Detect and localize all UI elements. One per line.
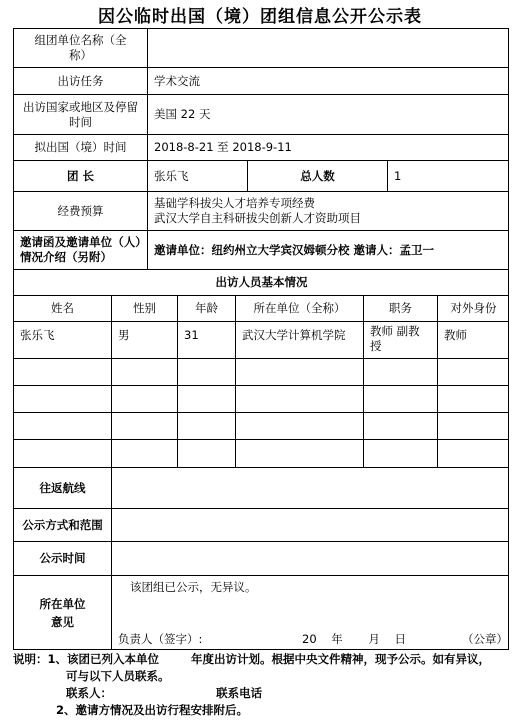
opinion-text: 该团组已公示，无异议。 bbox=[130, 580, 257, 594]
sign-date: 20 年 月 日 bbox=[302, 632, 406, 646]
total-label: 总人数 bbox=[248, 161, 388, 192]
seal-label: （公章） bbox=[462, 632, 508, 646]
member-age: 31 bbox=[178, 322, 236, 359]
members-header-age: 年龄 bbox=[178, 296, 236, 322]
invite-value: 邀请单位：纽约州立大学宾汉姆顿分校 邀请人：孟卫一 bbox=[148, 231, 509, 270]
publicity-value bbox=[112, 509, 509, 542]
empty-cell bbox=[438, 386, 509, 413]
empty-cell bbox=[236, 359, 364, 386]
publicity-time-value bbox=[112, 542, 509, 576]
empty-cell bbox=[14, 413, 112, 440]
empty-cell bbox=[364, 440, 438, 468]
members-header-position: 职务 bbox=[364, 296, 438, 322]
org-label-text: 组团单位名称（全称） bbox=[34, 33, 127, 62]
sign-label: 负责人（签字）: bbox=[118, 632, 203, 646]
country-label-text: 出访国家或地区及停留时间 bbox=[23, 99, 138, 129]
disclosure-form-table bbox=[13, 28, 509, 650]
empty-cell bbox=[364, 386, 438, 413]
member-gender: 男 bbox=[112, 322, 178, 359]
members-header-gender: 性别 bbox=[112, 296, 178, 322]
opinion-label-text: 所在单位意见 bbox=[39, 597, 86, 629]
note-line-4: 2、邀请方情况及出访行程安排附后。 bbox=[56, 703, 248, 717]
member-unit: 武汉大学计算机学院 bbox=[236, 322, 364, 359]
publicity-label: 公示方式和范围 bbox=[14, 509, 112, 542]
route-value bbox=[112, 468, 509, 509]
task-value: 学术交流 bbox=[148, 68, 509, 95]
opinion-area bbox=[112, 576, 509, 650]
org-value bbox=[148, 29, 509, 68]
date-label: 拟出国（境）时间 bbox=[14, 135, 148, 161]
country-value: 美国 22 天 bbox=[148, 95, 509, 135]
budget-line-2: 武汉大学自主科研拔尖创新人才资助项目 bbox=[154, 211, 361, 225]
empty-cell bbox=[364, 413, 438, 440]
section-title: 出访人员基本情况 bbox=[14, 270, 509, 296]
empty-cell bbox=[14, 386, 112, 413]
publicity-time-label: 公示时间 bbox=[14, 542, 112, 576]
opinion-label bbox=[14, 576, 112, 650]
empty-cell bbox=[236, 386, 364, 413]
org-label bbox=[14, 29, 148, 68]
empty-cell bbox=[14, 359, 112, 386]
budget-value bbox=[148, 192, 509, 231]
note-line-1: 说明：1、该团已列入本单位 年度出访计划。根据中央文件精神，现予公示。如有异议， bbox=[13, 652, 491, 666]
members-header-unit: 所在单位（全称） bbox=[236, 296, 364, 322]
empty-cell bbox=[178, 359, 236, 386]
leader-value: 张乐飞 bbox=[148, 161, 248, 192]
member-identity: 教师 bbox=[438, 322, 509, 359]
budget-line-1: 基础学科拔尖人才培养专项经费 bbox=[154, 196, 315, 210]
country-label bbox=[14, 95, 148, 135]
budget-label: 经费预算 bbox=[14, 192, 148, 231]
invite-label bbox=[14, 231, 148, 270]
members-header-name: 姓名 bbox=[14, 296, 112, 322]
leader-label: 团 长 bbox=[14, 161, 148, 192]
empty-cell bbox=[178, 386, 236, 413]
empty-cell bbox=[112, 386, 178, 413]
empty-cell bbox=[178, 413, 236, 440]
empty-cell bbox=[112, 359, 178, 386]
note-line-2: 可与以下人员联系。 bbox=[66, 669, 170, 683]
empty-cell bbox=[438, 440, 509, 468]
page-title: 因公临时出国（境）团组信息公开公示表 bbox=[98, 7, 422, 27]
member-name: 张乐飞 bbox=[14, 322, 112, 359]
empty-cell bbox=[438, 359, 509, 386]
empty-cell bbox=[112, 440, 178, 468]
empty-cell bbox=[178, 440, 236, 468]
task-label: 出访任务 bbox=[14, 68, 148, 95]
empty-cell bbox=[112, 413, 178, 440]
date-value: 2018-8-21 至 2018-9-11 bbox=[148, 135, 509, 161]
member-position: 教师 副教授 bbox=[364, 322, 438, 359]
empty-cell bbox=[236, 413, 364, 440]
empty-cell bbox=[438, 413, 509, 440]
invite-label-text: 邀请函及邀请单位（人）情况介绍（另附） bbox=[20, 235, 141, 264]
total-value: 1 bbox=[388, 161, 509, 192]
note-line-3: 联系人： 联系电话 bbox=[66, 686, 263, 700]
empty-cell bbox=[364, 359, 438, 386]
empty-cell bbox=[236, 440, 364, 468]
notes-section bbox=[13, 651, 512, 719]
empty-cell bbox=[14, 440, 112, 468]
members-header-identity: 对外身份 bbox=[438, 296, 509, 322]
route-label: 往返航线 bbox=[14, 468, 112, 509]
